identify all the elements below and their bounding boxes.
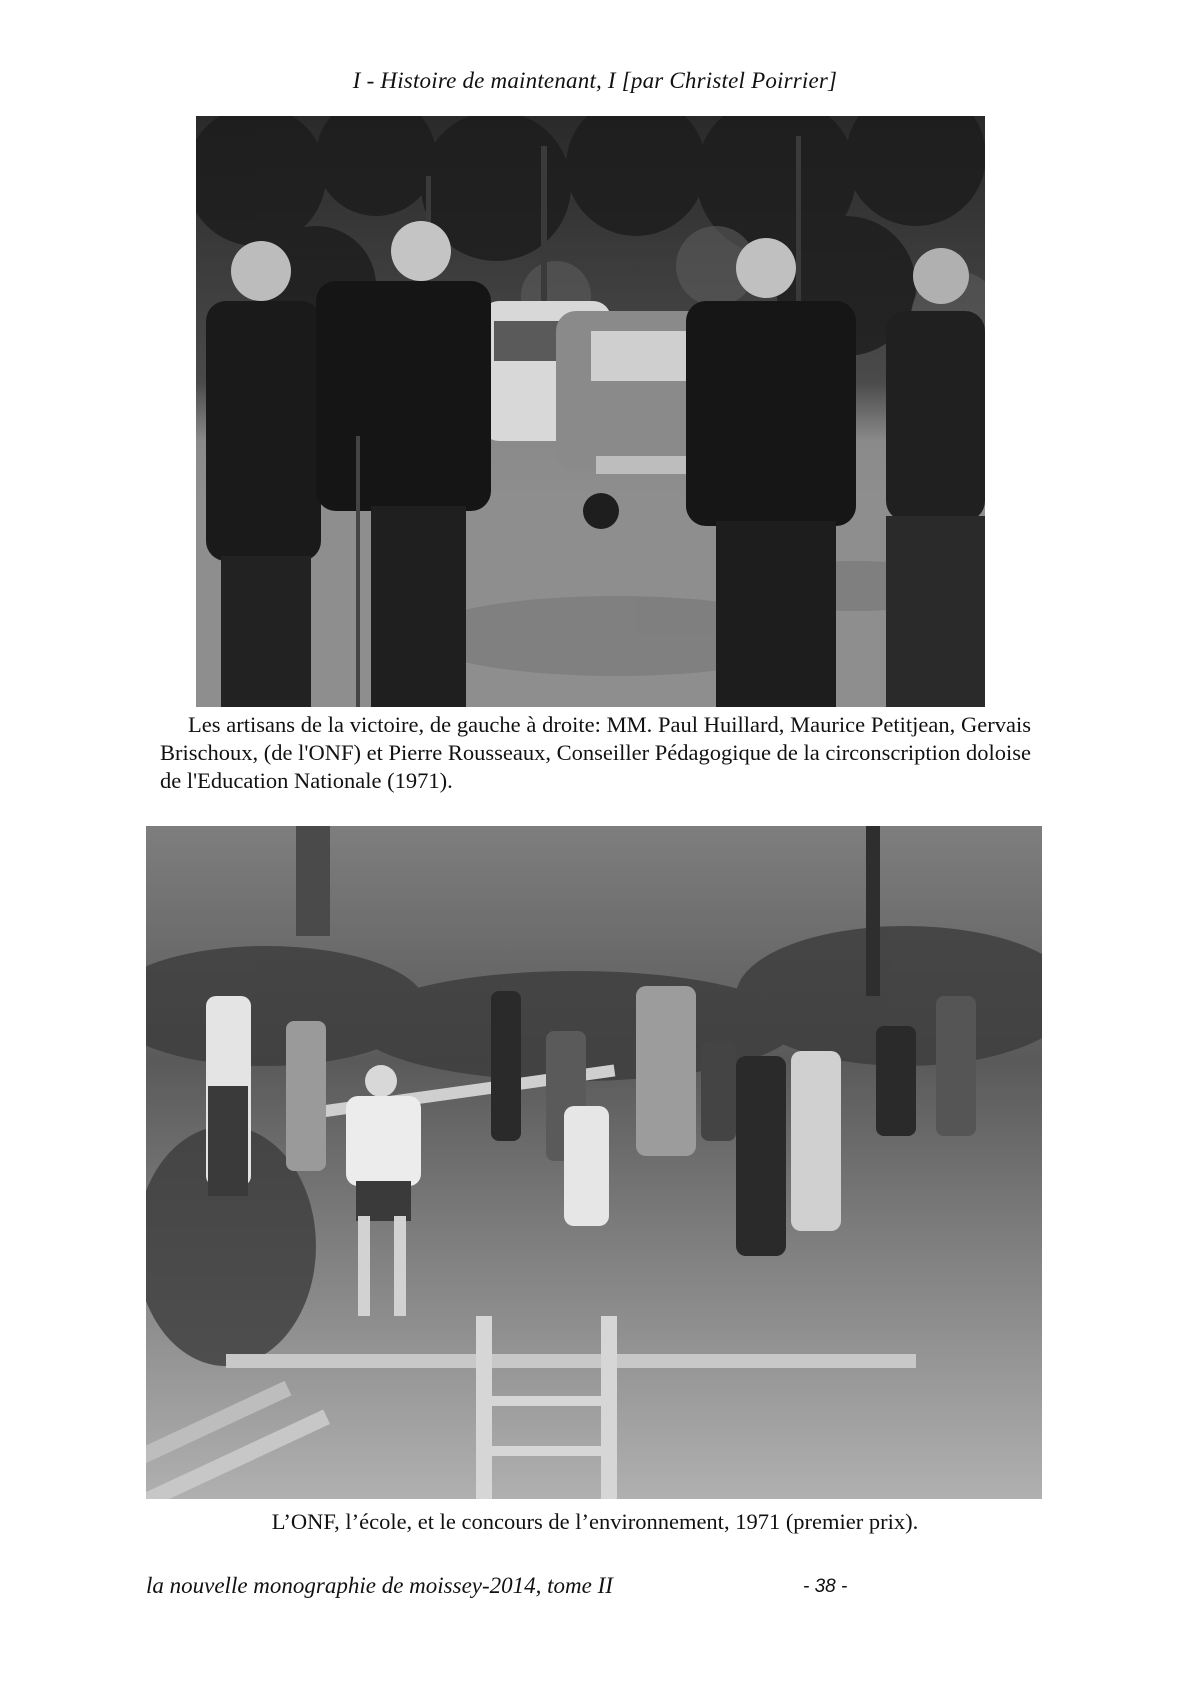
photo-caption-environment: L’ONF, l’école, et le concours de l’environnement, 1971 (premier prix). (271, 1509, 919, 1534)
photo-forest-officers (196, 116, 985, 707)
photo-caption-officers: Les artisans de la victoire, de gauche à droite: MM. Paul Huillard, Maurice Petitjean, Gervais Brischoux, (de l'ONF) et Pierre Rousseaux, Conseiller Pédagogique de la circonscription doloise de l'Education Nationale (1971). (160, 712, 1031, 793)
photo-environment-contest (146, 826, 1042, 1499)
page-number: - 38 - (803, 1576, 848, 1597)
running-header: I - Histoire de maintenant, I [par Christel Poirrier] (352, 68, 838, 93)
footer-publication-title: la nouvelle monographie de moissey-2014, tome II (146, 1573, 613, 1598)
